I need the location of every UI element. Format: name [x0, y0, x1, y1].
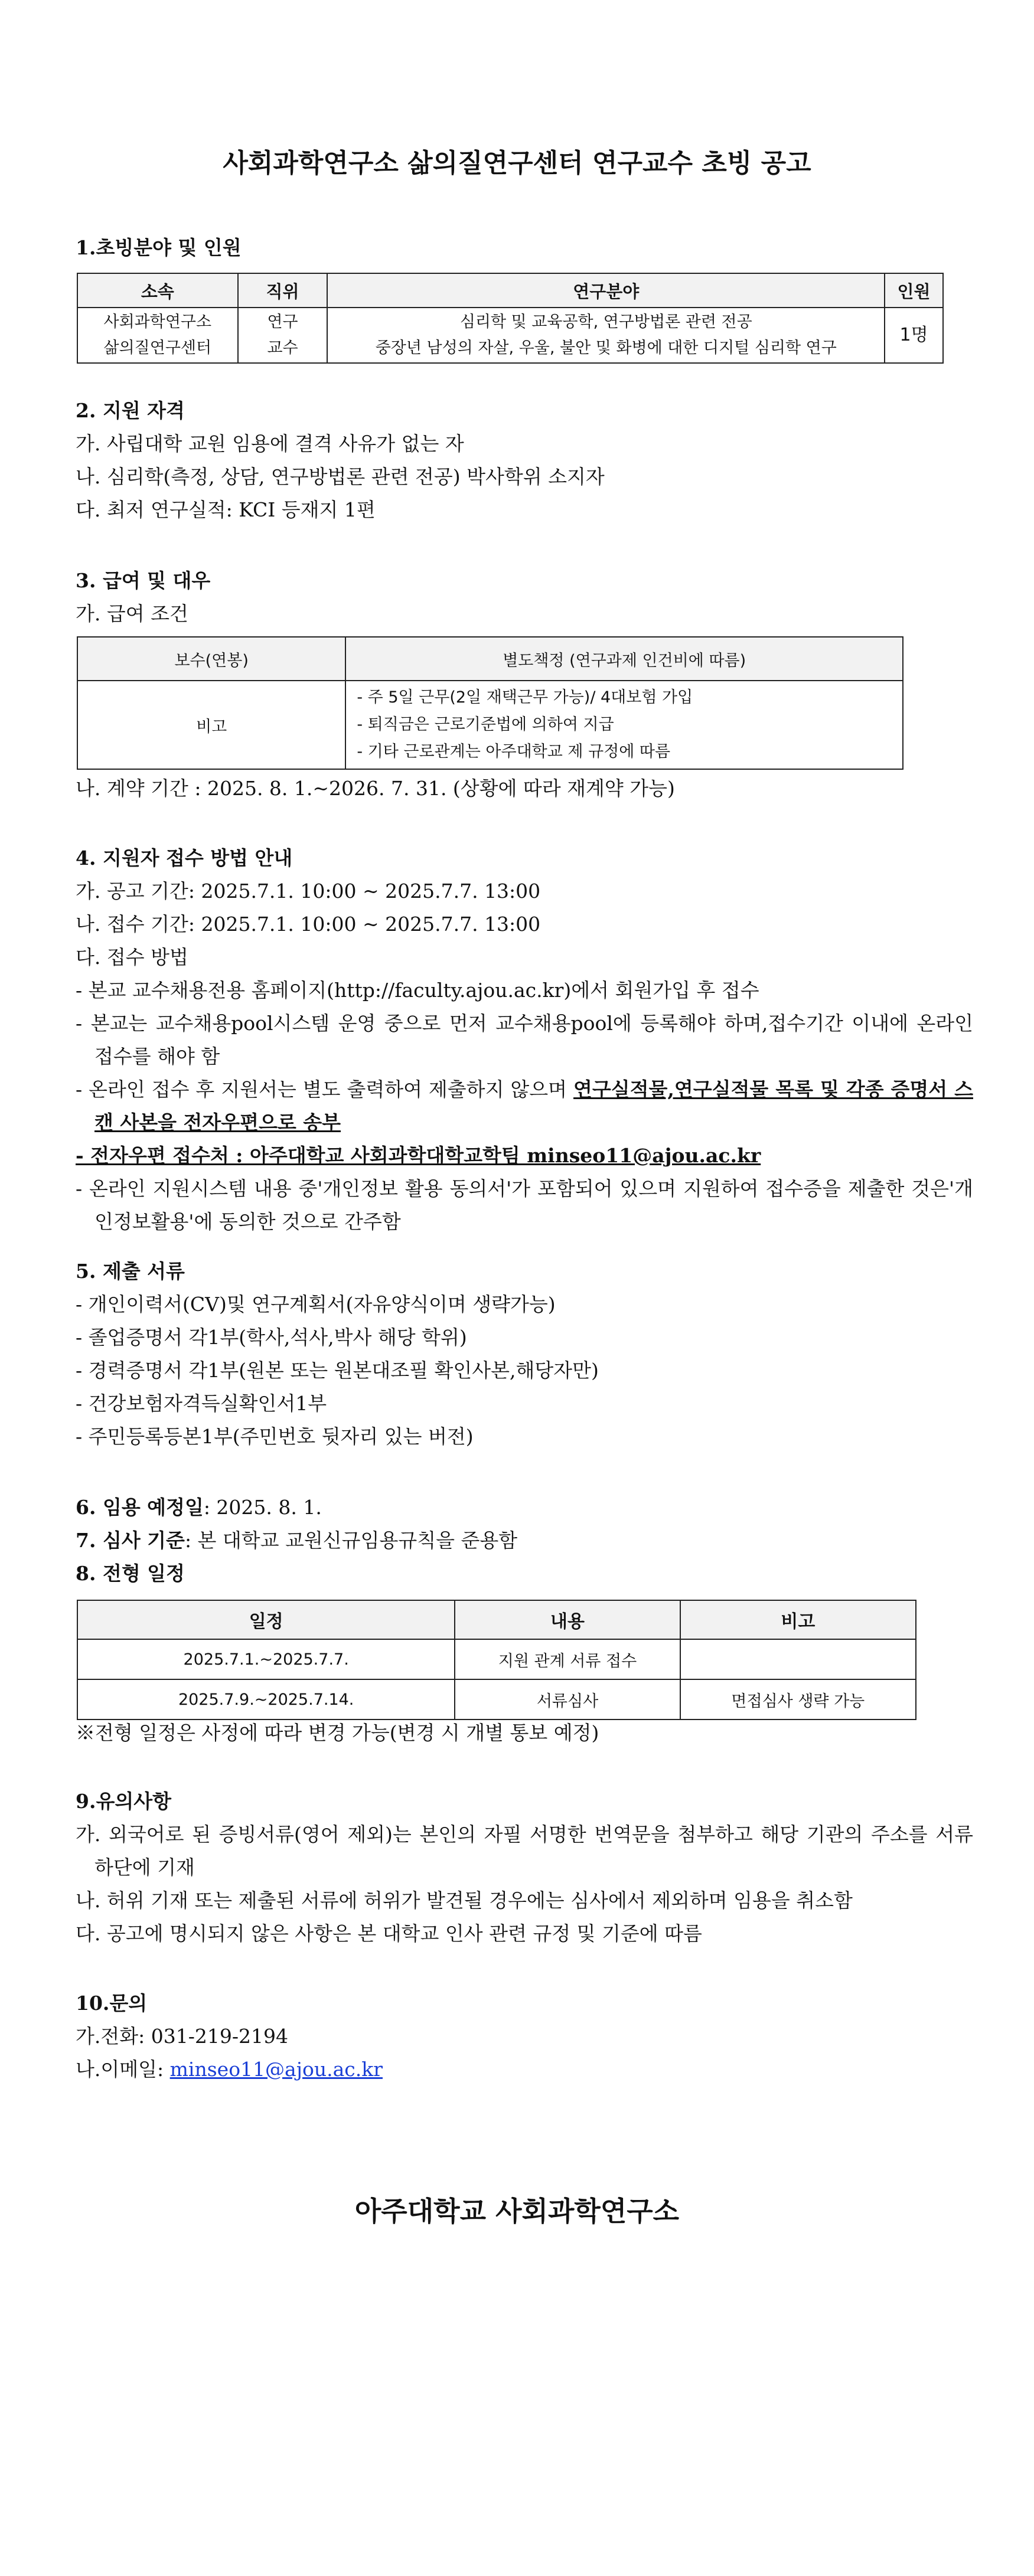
position-table: [77, 273, 944, 364]
page-title: 사회과학연구소 삶의질연구센터 연구교수 초빙 공고: [223, 148, 811, 178]
position-cell: 연구 교수: [238, 308, 328, 363]
contact-email-link[interactable]: minseo11@ajou.ac.kr: [169, 2058, 383, 2081]
header-position: 직위: [238, 273, 328, 308]
section-4: [76, 842, 973, 1238]
document-line: - 졸업증명서 각1부(학사,석사,박사 해당 학위): [76, 1326, 467, 1349]
section-4-heading: 4. 지원자 접수 방법 안내: [76, 846, 293, 869]
privacy-line: - 온라인 지원시스템 내용 중'개인정보 활용 동의서'가 포함되어 있으며 지원하여 접수증을 제출한 것은'개인정보활용'에 동의한 것으로 간주함: [76, 1177, 973, 1233]
table-row: 2025.7.1.~2025.7.7. 지원 관계 서류 접수: [77, 1639, 916, 1679]
qualification-line: 나. 심리학(측정, 상담, 연구방법론 관련 전공) 박사학위 소지자: [76, 465, 605, 488]
contract-period: 나. 계약 기간 : 2025. 8. 1.~2026. 7. 31. (상황에 따라 재계약 가능): [76, 777, 675, 800]
schedule-table: [77, 1600, 916, 1720]
header-field: 연구분야: [327, 273, 885, 308]
section-3-heading: 3. 급여 및 대우: [76, 569, 211, 592]
table-row: [77, 681, 903, 769]
period-line: 나. 접수 기간: 2025.7.1. 10:00 ~ 2025.7.7. 13:00: [76, 913, 541, 936]
field-cell: 심리학 및 교육공학, 연구방법론 관련 전공 중장년 남성의 자살, 우울, 불안 및 화병에 대한 디지털 심리학 연구: [327, 308, 885, 363]
notes-cell: - 주 5일 근무(2일 재택근무 가능)/ 4대보험 가입 - 퇴직금은 근로기준법에 의하여 지급 - 기타 근로관계는 아주대학교 제 규정에 따름: [345, 681, 903, 769]
section-1: [76, 231, 973, 264]
notes-label: 비고: [77, 681, 345, 769]
contact-phone: 가.전화: 031-219-2194: [76, 2025, 288, 2048]
count-cell: 1명: [885, 308, 943, 363]
notice-line: 다. 공고에 명시되지 않은 사항은 본 대학교 인사 관련 규정 및 기준에 따름: [76, 1922, 702, 1945]
section-1-heading: 1.초빙분야 및 인원: [76, 236, 242, 259]
section-3: [76, 564, 973, 630]
section-8-heading: 8. 전형 일정: [76, 1562, 185, 1585]
org-cell: 사회과학연구소 삶의질연구센터: [77, 308, 238, 363]
header-org: 소속: [77, 273, 238, 308]
footer-organization: 아주대학교 사회과학연구소: [354, 2195, 680, 2227]
section-5-heading: 5. 제출 서류: [76, 1260, 185, 1283]
header-count: 인원: [885, 273, 943, 308]
section-2-heading: 2. 지원 자격: [76, 399, 185, 422]
section-10: [76, 1987, 973, 2086]
section-10-heading: 10.문의: [76, 1992, 148, 2015]
contact-email-line: 나.이메일: minseo11@ajou.ac.kr: [76, 2058, 383, 2081]
online-submission-line: - 온라인 접수 후 지원서는 별도 출력하여 제출하지 않으며 연구실적물,연구실적물 목록 및 각종 증명서 스캔 사본을 전자우편으로 송부: [76, 1078, 973, 1134]
notice-line: 가. 외국어로 된 증빙서류(영어 제외)는 본인의 자필 서명한 번역문을 첨부하고 해당 기관의 주소를 서류 하단에 기재: [76, 1823, 973, 1879]
header-remarks: 비고: [680, 1600, 916, 1639]
table-header-row: [77, 273, 943, 308]
salary-subheading: 가. 급여 조건: [76, 602, 188, 625]
notice-line: 나. 허위 기재 또는 제출된 서류에 허위가 발견될 경우에는 심사에서 제외하며 임용을 취소함: [76, 1889, 853, 1912]
section-5: [76, 1255, 973, 1453]
header-schedule: 일정: [77, 1600, 455, 1639]
review-criteria: 7. 심사 기준: 본 대학교 교원신규임용규칙을 준용함: [76, 1529, 518, 1552]
section-6-8: [76, 1491, 973, 1590]
table-row: [77, 308, 943, 363]
header-content: 내용: [455, 1600, 680, 1639]
document-line: - 건강보험자격득실확인서1부: [76, 1392, 327, 1415]
qualification-line: 가. 사립대학 교원 임용에 결격 사유가 없는 자: [76, 432, 464, 455]
table-header-row: [77, 1600, 916, 1639]
section-2: [76, 394, 973, 527]
salary-value: 별도책정 (연구과제 인건비에 따름): [345, 637, 903, 681]
section-9-heading: 9.유의사항: [76, 1790, 171, 1813]
method-line: 다. 접수 방법: [76, 946, 188, 969]
qualification-line: 다. 최저 연구실적: KCI 등재지 1편: [76, 498, 376, 521]
section-9: [76, 1785, 973, 1950]
salary-label: 보수(연봉): [77, 637, 345, 681]
schedule-note: ※전형 일정은 사정에 따라 변경 가능(변경 시 개별 통보 예정): [76, 1721, 599, 1744]
period-line: 가. 공고 기간: 2025.7.1. 10:00 ~ 2025.7.7. 13:00: [76, 880, 541, 903]
table-row: 2025.7.9.~2025.7.14. 서류심사 면접심사 생략 가능: [77, 1679, 916, 1719]
salary-table: [77, 636, 903, 770]
table-row: [77, 637, 903, 681]
email-submission-line: - 전자우편 접수처 : 아주대학교 사회과학대학교학팀 minseo11@ajou.ac.kr: [76, 1144, 761, 1167]
appointment-date: 6. 임용 예정일: 2025. 8. 1.: [76, 1496, 322, 1519]
document-line: - 개인이력서(CV)및 연구계획서(자유양식이며 생략가능): [76, 1293, 556, 1316]
method-line: - 본교는 교수채용pool시스템 운영 중으로 먼저 교수채용pool에 등록해야 하며,접수기간 이내에 온라인 접수를 해야 함: [76, 1012, 973, 1068]
document-line: - 주민등록등본1부(주민번호 뒷자리 있는 버전): [76, 1425, 474, 1448]
method-line: - 본교 교수채용전용 홈페이지(http://faculty.ajou.ac.kr)에서 회원가입 후 접수: [76, 979, 759, 1002]
document-line: - 경력증명서 각1부(원본 또는 원본대조필 확인사본,해당자만): [76, 1359, 599, 1382]
